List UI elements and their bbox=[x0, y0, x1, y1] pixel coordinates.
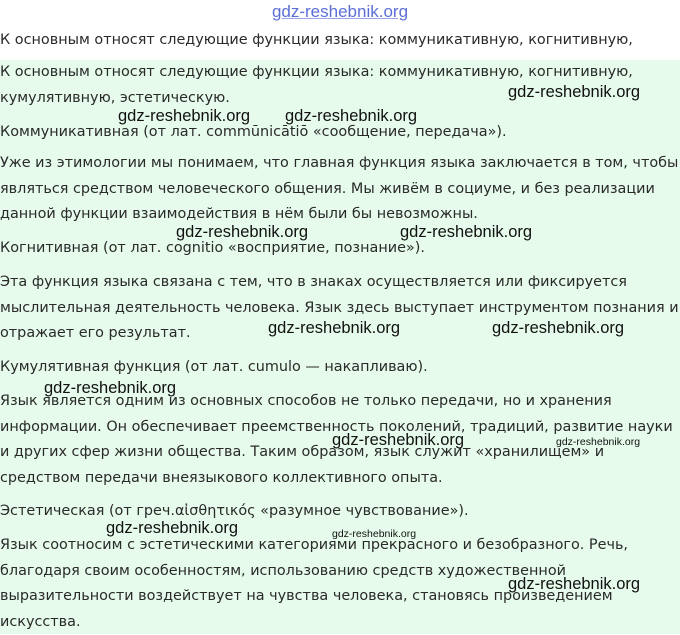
line: К основным относят следующие функции языка: коммуникативную, когнитивную, bbox=[0, 60, 676, 86]
line: являться средством человеческого общения. Мы живём в социуме, и без реализации bbox=[0, 177, 676, 203]
line: мыслительная деятельность человека. Язык здесь выступает инструментом познания и bbox=[0, 296, 676, 322]
watermark: gdz-reshebnik.org bbox=[44, 379, 176, 398]
line: кумулятивную, эстетическую. bbox=[0, 86, 676, 112]
line: Коммуникативная (от лат. commūnicātiō «сообщение, передача»). bbox=[0, 120, 676, 146]
line: искусства. bbox=[0, 610, 676, 635]
line: Кумулятивная функция (от лат. cumulo — накапливаю). bbox=[0, 355, 676, 381]
line: Язык соотносим с эстетическими категориями прекрасного и безобразного. Речь, bbox=[0, 533, 676, 559]
line: средством передачи внеязыкового коллективного опыта. bbox=[0, 466, 676, 492]
watermark: gdz-reshebnik.org bbox=[332, 431, 464, 450]
heading-cognitive bbox=[0, 236, 676, 262]
header-watermark: gdz-reshebnik.org bbox=[0, 2, 680, 22]
line: информации. Он обеспечивает преемственность поколений, традиций, развитие науки bbox=[0, 415, 676, 441]
watermark: gdz-reshebnik.org bbox=[285, 107, 417, 126]
paragraph-communicative bbox=[0, 151, 676, 228]
intro-line: К основным относят следующие функции языка: коммуникативную, когнитивную, bbox=[0, 30, 680, 50]
line: Уже из этимологии мы понимаем, что главная функция языка заключается в том, чтобы bbox=[0, 151, 676, 177]
heading-aesthetic bbox=[0, 499, 676, 525]
watermark: gdz-reshebnik.org bbox=[400, 223, 532, 242]
line: Язык является одним из основных способов не только передачи, но и хранения bbox=[0, 389, 676, 415]
watermark: gdz-reshebnik.org bbox=[118, 107, 250, 126]
watermark: gdz-reshebnik.org bbox=[332, 528, 416, 540]
heading-cumulative bbox=[0, 355, 676, 381]
line: данной функции взаимодействия в нём были бы невозможны. bbox=[0, 202, 676, 228]
watermark: gdz-reshebnik.org bbox=[556, 436, 640, 448]
line: Эта функция языка связана с тем, что в знаках осуществляется или фиксируется bbox=[0, 270, 676, 296]
watermark: gdz-reshebnik.org bbox=[268, 319, 400, 338]
line: Когнитивная (от лат. cognitio «восприятие, познание»). bbox=[0, 236, 676, 262]
watermark: gdz-reshebnik.org bbox=[176, 223, 308, 242]
line: отражает его результат. bbox=[0, 321, 676, 347]
line: благодаря своим особенностям, использованию средств художественной bbox=[0, 559, 676, 585]
watermark: gdz-reshebnik.org bbox=[508, 83, 640, 102]
watermark: gdz-reshebnik.org bbox=[106, 519, 238, 538]
watermark: gdz-reshebnik.org bbox=[492, 319, 624, 338]
watermark: gdz-reshebnik.org bbox=[508, 575, 640, 594]
line: и других сфер жизни общества. Таким образом, язык служит «хранилищем» и bbox=[0, 440, 676, 466]
line: выразительности воздействует на чувства человека, становясь произведением bbox=[0, 584, 676, 610]
line: Эстетическая (от греч.αἰσθητικός «разумное чувствование»). bbox=[0, 499, 676, 525]
